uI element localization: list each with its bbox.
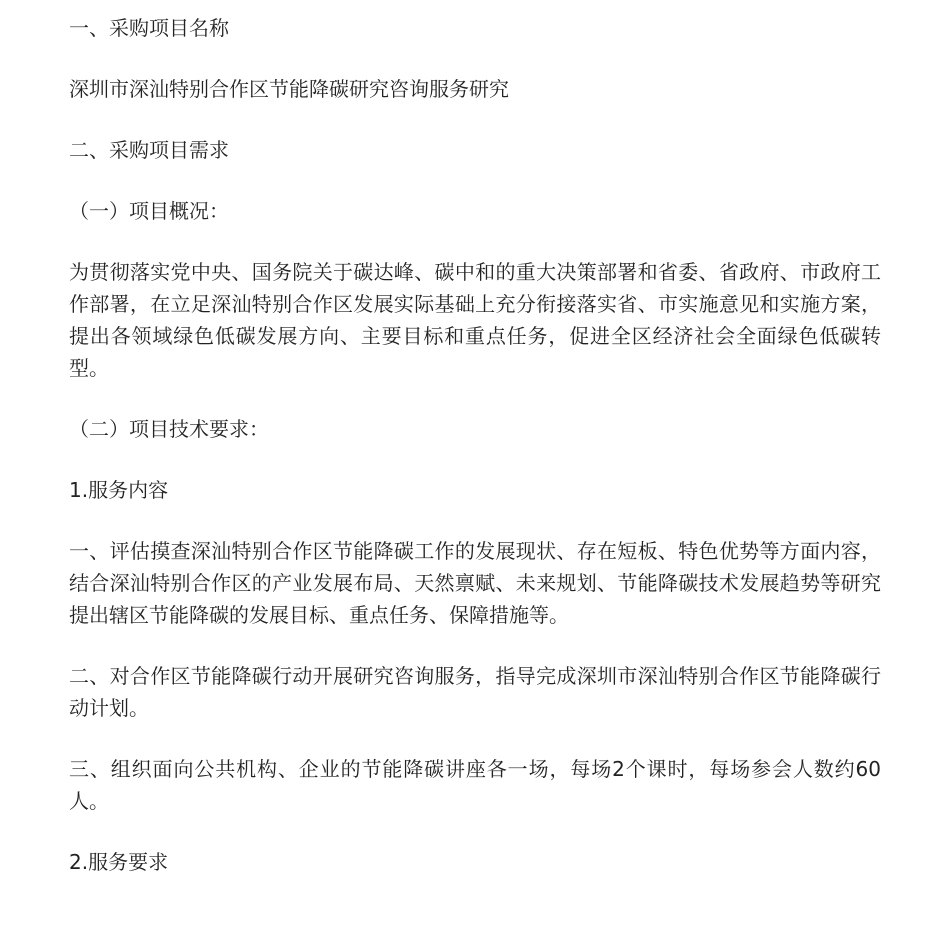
section-heading-procurement-requirements: 二、采购项目需求	[69, 138, 229, 162]
section-heading-procurement-name: 一、采购项目名称	[69, 16, 229, 40]
subheading-project-overview: （一）项目概况：	[69, 199, 229, 223]
subheading-service-content: 1.服务内容	[69, 478, 169, 502]
subheading-technical-requirements: （二）项目技术要求：	[69, 417, 269, 441]
paragraph-project-overview: 为贯彻落实党中央、国务院关于碳达峰、碳中和的重大决策部署和省委、省政府、市政府工作部署，在立足深汕特别合作区发展实际基础上充分衔接落实省、市实施意见和实施方案，提出各领域绿色低碳发展方向、主要目标和重点任务，促进全区经济社会全面绿色低碳转型。	[69, 260, 881, 380]
paragraph-service-item-3: 三、组织面向公共机构、企业的节能降碳讲座各一场，每场2个课时，每场参会人数约60人。	[69, 757, 881, 813]
paragraph-service-item-2: 二、对合作区节能降碳行动开展研究咨询服务，指导完成深圳市深汕特别合作区节能降碳行动计划。	[69, 664, 881, 720]
paragraph-service-item-1: 一、评估摸查深汕特别合作区节能降碳工作的发展现状、存在短板、特色优势等方面内容，结合深汕特别合作区的产业发展布局、天然禀赋、未来规划、节能降碳技术发展趋势等研究提出辖区节能降碳的发展目标、重点任务、保障措施等。	[69, 539, 881, 627]
project-name: 深圳市深汕特别合作区节能降碳研究咨询服务研究	[69, 77, 509, 101]
subheading-service-requirements: 2.服务要求	[69, 850, 169, 874]
